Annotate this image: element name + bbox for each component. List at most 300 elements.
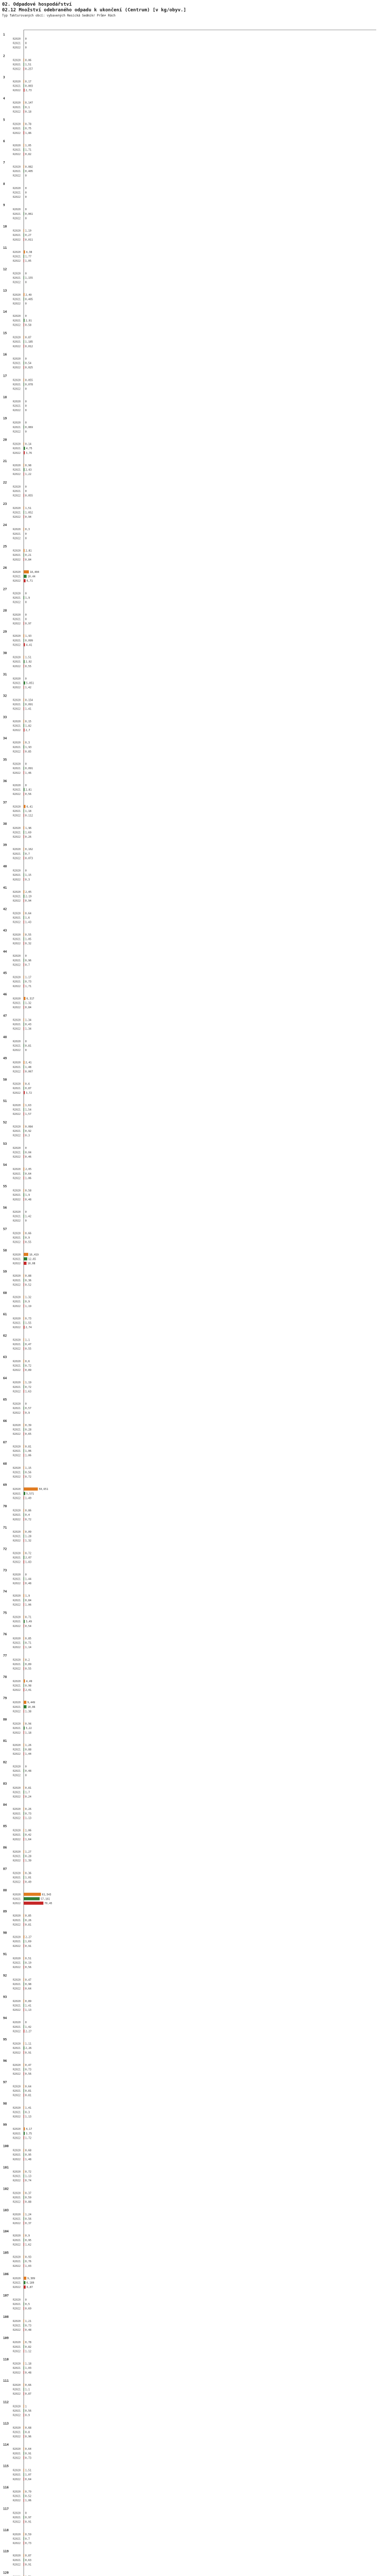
series-label: R2020 <box>13 1509 21 1513</box>
series-label: R2022 <box>13 2243 21 2247</box>
series-label: R2021 <box>13 383 21 386</box>
data-label: 0,15 <box>25 720 31 723</box>
series-label: R2020 <box>13 101 21 105</box>
group-label: 14 <box>3 310 7 314</box>
data-label: 0 <box>25 46 27 50</box>
data-label: 0 <box>25 409 27 412</box>
series-label: R2022 <box>13 558 21 562</box>
data-label: 2,26 <box>25 2047 32 2050</box>
data-label: 0,75 <box>25 127 31 131</box>
series-label: R2021 <box>13 2111 21 2114</box>
series-label: R2021 <box>13 1556 21 1560</box>
series-label: R2020 <box>13 1637 21 1640</box>
series-label: R2022 <box>13 729 21 732</box>
data-label: 1,44 <box>25 1578 31 1581</box>
series-label: R2021 <box>13 1428 21 1432</box>
data-label: 0,63 <box>25 2558 31 2562</box>
series-label: R2022 <box>13 2264 21 2268</box>
data-label: 0,73 <box>25 1317 31 1320</box>
data-label: 0,71 <box>25 1616 31 1619</box>
group-label: 1 <box>3 33 5 37</box>
data-label: 1,1 <box>25 2388 30 2392</box>
bar <box>24 1091 25 1094</box>
data-label: 0 <box>25 387 27 391</box>
data-label: 0,48 <box>25 2329 31 2332</box>
series-label: R2020 <box>13 1253 21 1257</box>
data-label: 0,91 <box>25 2051 31 2055</box>
group-label: 103 <box>3 2208 9 2212</box>
data-label: 0,95 <box>25 2154 31 2157</box>
series-label: R2022 <box>13 1774 21 1777</box>
group-label: 76 <box>3 1633 7 1636</box>
data-label: 1,21 <box>25 2319 31 2323</box>
data-label: 0,405 <box>25 298 33 301</box>
data-label: 0 <box>25 421 27 425</box>
series-label: R2020 <box>13 1999 21 2003</box>
series-label: R2021 <box>13 1876 21 1879</box>
series-label: R2020 <box>13 1296 21 1299</box>
series-label: R2021 <box>13 1108 21 1112</box>
series-label: R2021 <box>13 2239 21 2242</box>
group-label: 75 <box>3 1611 7 1615</box>
data-label: 10,06 <box>27 1705 36 1709</box>
group-label: 111 <box>3 2379 9 2383</box>
data-label: 1,15 <box>25 874 31 877</box>
data-label: 1,77 <box>25 255 32 259</box>
data-label: 0,082 <box>25 165 33 169</box>
series-label: R2021 <box>13 2196 21 2199</box>
series-label: R2020 <box>13 677 21 681</box>
group-label: 87 <box>3 1867 7 1871</box>
data-label: 3,72 <box>26 1091 32 1095</box>
series-label: R2022 <box>13 1624 21 1628</box>
series-label: R2021 <box>13 2345 21 2349</box>
data-label: 2,81 <box>25 549 32 553</box>
series-label: R2022 <box>13 281 21 284</box>
data-label: 0,72 <box>25 1385 31 1389</box>
group-label: 48 <box>3 1035 7 1039</box>
group-label: 80 <box>3 1718 7 1722</box>
series-label: R2020 <box>13 2277 21 2280</box>
series-label: R2022 <box>13 963 21 967</box>
series-label: R2020 <box>13 1082 21 1086</box>
bar <box>24 2285 26 2289</box>
series-label: R2021 <box>13 2452 21 2455</box>
series-label: R2021 <box>13 1983 21 1986</box>
data-label: 0 <box>25 618 27 621</box>
data-label: 0,7 <box>25 852 30 856</box>
series-label: R2020 <box>13 1914 21 1918</box>
group-label: 63 <box>3 1355 7 1359</box>
series-label: R2020 <box>13 59 21 62</box>
series-label: R2021 <box>13 2132 21 2136</box>
group-label: 22 <box>3 481 7 485</box>
group-label: 66 <box>3 1419 7 1423</box>
data-label: 1,51 <box>25 506 31 510</box>
series-label: R2020 <box>13 2426 21 2430</box>
series-label: R2021 <box>13 468 21 472</box>
group-label: 118 <box>3 2528 9 2532</box>
series-label: R2022 <box>13 46 21 50</box>
group-label: 20 <box>3 438 7 442</box>
series-label: R2021 <box>13 447 21 451</box>
series-label: R2020 <box>13 1573 21 1577</box>
data-label: 6,41 <box>26 805 33 809</box>
data-label: 0,069 <box>25 426 33 429</box>
series-label: R2020 <box>13 762 21 766</box>
bar <box>24 1492 25 1495</box>
data-label: 0 <box>25 1573 27 1577</box>
data-label: 0,9 <box>25 1300 30 1304</box>
series-label: R2020 <box>13 2490 21 2494</box>
series-label: R2020 <box>13 1680 21 1683</box>
data-label: 0,2 <box>25 1658 30 1662</box>
series-label: R2021 <box>13 2154 21 2157</box>
bar <box>24 1701 26 1704</box>
data-label: 9,309 <box>27 2277 36 2280</box>
data-label: 0,64 <box>25 2085 31 2089</box>
series-label: R2022 <box>13 1027 21 1031</box>
data-label: 0,69 <box>25 2307 31 2311</box>
bar <box>24 682 25 685</box>
data-label: 0,17 <box>25 80 31 83</box>
data-label: 1,7 <box>25 1791 30 1794</box>
series-label: R2020 <box>13 699 21 702</box>
data-label: 0 <box>25 217 27 221</box>
series-label: R2020 <box>13 1211 21 1214</box>
group-label: 39 <box>3 843 7 848</box>
series-label: R2020 <box>13 1402 21 1406</box>
series-label: R2020 <box>13 2362 21 2366</box>
series-label: R2020 <box>13 2021 21 2025</box>
series-label: R2022 <box>13 345 21 348</box>
series-label: R2021 <box>13 639 21 642</box>
series-label: R2021 <box>13 874 21 877</box>
data-label: 0 <box>25 601 27 604</box>
series-label: R2022 <box>13 131 21 135</box>
series-label: R2021 <box>13 191 21 195</box>
group-label: 86 <box>3 1846 7 1850</box>
series-label: R2020 <box>13 2554 21 2558</box>
series-label: R2022 <box>13 580 21 583</box>
group-label: 57 <box>3 1227 7 1231</box>
series-label: R2022 <box>13 451 21 455</box>
data-label: 0 <box>25 485 27 489</box>
data-label: 0,003 <box>25 84 33 88</box>
data-label: 1,03 <box>25 2367 31 2370</box>
data-label: 3,49 <box>25 1620 32 1624</box>
series-label: R2021 <box>13 1172 21 1176</box>
data-label: 0,3 <box>25 2111 30 2114</box>
data-label: 0 <box>25 1211 27 1214</box>
data-label: 0,87 <box>25 336 31 340</box>
series-label: R2022 <box>13 1304 21 1308</box>
series-label: R2022 <box>13 2563 21 2567</box>
data-label: 1,19 <box>25 229 31 233</box>
data-label: 0,94 <box>25 516 31 519</box>
data-label: 0,47 <box>25 1343 31 1346</box>
data-label: 1,41 <box>25 2106 31 2110</box>
data-label: 1,42 <box>25 686 31 690</box>
data-label: 0 <box>25 400 27 403</box>
data-label: 0,28 <box>25 1428 31 1432</box>
data-label: 18,404 <box>30 571 40 574</box>
series-label: R2020 <box>13 635 21 638</box>
data-label: 0,59 <box>25 2196 31 2199</box>
series-label: R2021 <box>13 148 21 152</box>
data-label: 0 <box>25 592 27 596</box>
series-label: R2022 <box>13 1198 21 1201</box>
group-label: 44 <box>3 950 7 954</box>
series-label: R2021 <box>13 597 21 600</box>
data-label: 1,63 <box>25 1390 31 1394</box>
data-label: 0,98 <box>25 1983 31 1986</box>
data-label: 1,01 <box>25 1876 31 1879</box>
data-label: 0,56 <box>25 793 31 796</box>
data-label: 0,19 <box>25 1961 31 1965</box>
group-label: 84 <box>3 1803 7 1807</box>
data-label: 0,56 <box>25 2217 31 2221</box>
series-label: R2020 <box>13 1936 21 1939</box>
series-label: R2022 <box>13 2009 21 2012</box>
data-label: 0,88 <box>25 2200 31 2204</box>
data-label: 0,87 <box>25 1087 31 1091</box>
series-label: R2020 <box>13 208 21 212</box>
series-label: R2021 <box>13 831 21 835</box>
series-label: R2020 <box>13 1552 21 1555</box>
series-label: R2021 <box>13 1919 21 1922</box>
series-label: R2020 <box>13 549 21 553</box>
series-label: R2020 <box>13 869 21 873</box>
series-label: R2022 <box>13 707 21 711</box>
series-label: R2022 <box>13 516 21 519</box>
series-label: R2020 <box>13 421 21 425</box>
data-label: 0,94 <box>25 900 31 903</box>
series-label: R2020 <box>13 592 21 596</box>
bar <box>24 549 25 552</box>
data-label: 1,54 <box>25 1108 31 1112</box>
series-label: R2022 <box>13 1390 21 1394</box>
bar <box>24 1897 40 1900</box>
series-label: R2022 <box>13 1795 21 1799</box>
group-label: 4 <box>3 97 5 101</box>
data-label: 0,3 <box>25 528 30 532</box>
series-label: R2021 <box>13 426 21 429</box>
series-label: R2022 <box>13 430 21 434</box>
group-label: 46 <box>3 993 7 996</box>
data-label: 1,41 <box>25 2004 31 2008</box>
group-label: 96 <box>3 2059 7 2063</box>
data-label: 0 <box>25 490 27 493</box>
data-label: 0,56 <box>25 1966 31 1970</box>
series-label: R2020 <box>13 80 21 83</box>
series-label: R2022 <box>13 409 21 412</box>
bar <box>24 1620 25 1623</box>
data-label: 0,85 <box>25 750 31 754</box>
data-label: 2,7 <box>25 729 30 732</box>
series-label: R2022 <box>13 985 21 988</box>
series-label: R2020 <box>13 229 21 233</box>
data-label: 0,79 <box>25 2490 31 2494</box>
series-label: R2021 <box>13 63 21 66</box>
series-label: R2020 <box>13 315 21 318</box>
data-label: 0,405 <box>25 170 33 173</box>
data-label: 0,66 <box>25 1232 31 1235</box>
series-label: R2021 <box>13 895 21 899</box>
data-label: 0,64 <box>25 2478 31 2481</box>
group-label: 68 <box>3 1462 7 1466</box>
series-label: R2021 <box>13 1897 21 1901</box>
series-label: R2022 <box>13 217 21 221</box>
series-label: R2021 <box>13 2324 21 2328</box>
data-label: 0,51 <box>25 1957 31 1960</box>
series-label: R2020 <box>13 506 21 510</box>
series-label: R2021 <box>13 2303 21 2306</box>
group-label: 79 <box>3 1697 7 1701</box>
series-label: R2021 <box>13 42 21 45</box>
group-label: 70 <box>3 1504 7 1509</box>
series-label: R2022 <box>13 1561 21 1564</box>
group-label: 30 <box>3 651 7 655</box>
bar <box>24 319 25 322</box>
series-label: R2021 <box>13 341 21 344</box>
data-label: 0,89 <box>25 1369 31 1372</box>
series-label: R2021 <box>13 1151 21 1155</box>
data-label: 0,81 <box>25 2090 31 2093</box>
series-label: R2020 <box>13 293 21 297</box>
data-label: 57,161 <box>41 1897 50 1901</box>
data-label: 0,5 <box>25 2303 30 2306</box>
data-label: 0,68 <box>25 2426 31 2430</box>
group-label: 74 <box>3 1590 7 1594</box>
data-label: 0,21 <box>25 554 31 557</box>
series-label: R2020 <box>13 1424 21 1427</box>
series-label: R2020 <box>13 2106 21 2110</box>
bar <box>24 1257 27 1260</box>
data-label: 0 <box>25 1040 27 1043</box>
data-label: 0,87 <box>25 2393 31 2396</box>
data-label: 0,68 <box>25 2149 31 2153</box>
series-label: R2020 <box>13 1893 21 1896</box>
data-label: 1,22 <box>25 473 31 477</box>
series-label: R2022 <box>13 2179 21 2183</box>
group-label: 21 <box>3 460 7 463</box>
series-label: R2022 <box>13 260 21 263</box>
series-label: R2020 <box>13 1019 21 1022</box>
data-label: 0,85 <box>25 1914 31 1918</box>
series-label: R2022 <box>13 1091 21 1095</box>
series-label: R2022 <box>13 494 21 498</box>
group-label: 45 <box>3 971 7 975</box>
data-label: 0 <box>25 191 27 195</box>
data-label: 0,64 <box>25 2448 31 2451</box>
series-label: R2021 <box>13 938 21 941</box>
data-label: 0 <box>25 762 27 766</box>
data-label: 2,27 <box>25 2030 32 2033</box>
data-label: 0 <box>25 955 27 958</box>
series-label: R2020 <box>13 2064 21 2067</box>
data-label: 0,47 <box>25 2064 31 2067</box>
group-label: 107 <box>3 2294 9 2298</box>
data-label: 0 <box>25 315 27 318</box>
data-label: 1,32 <box>25 1296 31 1299</box>
group-label: 104 <box>3 2230 9 2234</box>
series-label: R2022 <box>13 771 21 775</box>
data-label: 3,75 <box>26 2132 32 2136</box>
data-label: 0,88 <box>25 1748 31 1752</box>
group-label: 98 <box>3 2102 7 2106</box>
series-label: R2022 <box>13 2286 21 2290</box>
group-label: 65 <box>3 1398 7 1402</box>
data-label: 1,06 <box>25 1603 31 1607</box>
group-label: 120 <box>3 2571 9 2575</box>
data-label: 1,07 <box>25 2473 31 2477</box>
group-label: 97 <box>3 2080 7 2084</box>
data-label: 0,6 <box>25 1360 30 1363</box>
data-label: 1,34 <box>25 1019 31 1022</box>
group-label: 92 <box>3 1974 7 1978</box>
data-label: 0,48 <box>25 1770 31 1773</box>
data-label: 0 <box>25 677 27 681</box>
group-label: 94 <box>3 2016 7 2021</box>
series-label: R2021 <box>13 660 21 664</box>
data-label: 0,8 <box>25 2431 30 2434</box>
data-label: 0,32 <box>25 942 31 945</box>
series-label: R2020 <box>13 1744 21 1747</box>
data-label: 0,64 <box>25 1987 31 1991</box>
series-label: R2020 <box>13 848 21 852</box>
data-label: 0,54 <box>25 1624 31 1628</box>
data-label: 0,3 <box>25 878 30 882</box>
series-label: R2021 <box>13 1450 21 1453</box>
data-label: 0 <box>25 613 27 617</box>
series-label: R2020 <box>13 272 21 276</box>
data-label: 3,22 <box>25 1727 32 1731</box>
series-label: R2022 <box>13 2073 21 2076</box>
series-label: R2020 <box>13 1488 21 1492</box>
data-label: 0,89 <box>25 1663 31 1666</box>
group-label: 52 <box>3 1121 7 1125</box>
data-label: 0,067 <box>25 1070 33 1074</box>
group-label: 8 <box>3 182 5 186</box>
data-label: 1,38 <box>25 1710 31 1714</box>
data-label: 1,71 <box>25 148 31 152</box>
series-label: R2022 <box>13 1113 21 1116</box>
series-label: R2020 <box>13 2042 21 2046</box>
series-label: R2022 <box>13 1369 21 1372</box>
data-label: 0,06 <box>25 59 31 62</box>
data-label: 1,63 <box>25 1104 31 1107</box>
data-label: 4,75 <box>26 447 32 451</box>
series-label: R2021 <box>13 2025 21 2029</box>
data-label: 0,48 <box>25 1198 31 1201</box>
data-label: 0 <box>25 2021 27 2025</box>
bar <box>24 575 27 578</box>
data-label: 5,051 <box>26 682 34 685</box>
series-label: R2020 <box>13 336 21 340</box>
data-label: 0,26 <box>25 1808 31 1811</box>
group-label: 117 <box>3 2507 9 2511</box>
series-label: R2021 <box>13 1407 21 1411</box>
data-label: 0,061 <box>25 212 33 216</box>
bar <box>24 643 25 646</box>
data-label: 0,97 <box>25 622 31 625</box>
data-label: 0,91 <box>25 1944 31 1948</box>
series-label: R2020 <box>13 528 21 532</box>
data-label: 1,185 <box>25 341 33 344</box>
series-label: R2022 <box>13 622 21 625</box>
group-label: 73 <box>3 1568 7 1572</box>
